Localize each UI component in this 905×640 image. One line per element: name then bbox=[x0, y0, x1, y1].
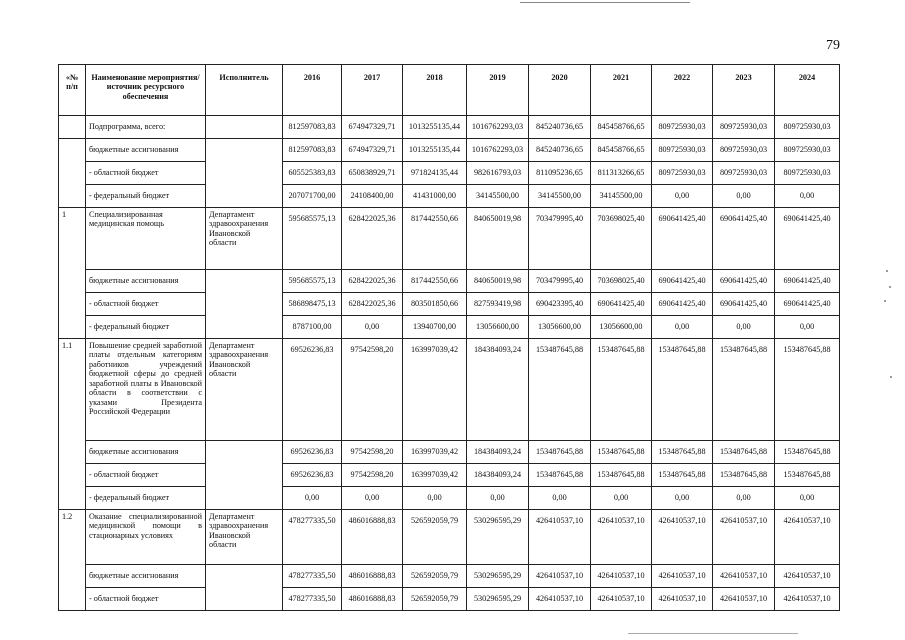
value-cell: 809725930,03 bbox=[652, 116, 713, 139]
value-cell: 153487645,88 bbox=[529, 441, 591, 464]
value-cell: 0,00 bbox=[713, 316, 775, 339]
value-cell: 97542598,20 bbox=[342, 441, 403, 464]
value-cell: 153487645,88 bbox=[652, 339, 713, 441]
scan-speck bbox=[889, 286, 891, 288]
scan-artifact-bottom bbox=[628, 633, 798, 634]
row-name: бюджетные ассигнования bbox=[86, 441, 206, 464]
value-cell: 426410537,10 bbox=[529, 588, 591, 611]
row-executor: Департамент здравоохранения Ивановской области bbox=[206, 510, 283, 565]
value-cell: 628422025,36 bbox=[342, 208, 403, 270]
value-cell: 0,00 bbox=[775, 316, 840, 339]
value-cell: 153487645,88 bbox=[775, 464, 840, 487]
value-cell: 0,00 bbox=[713, 185, 775, 208]
value-cell: 426410537,10 bbox=[591, 588, 652, 611]
value-cell: 0,00 bbox=[342, 316, 403, 339]
header-year: 2024 bbox=[775, 65, 840, 116]
row-num bbox=[59, 116, 86, 139]
value-cell: 153487645,88 bbox=[713, 464, 775, 487]
value-cell: 809725930,03 bbox=[713, 139, 775, 162]
value-cell: 8787100,00 bbox=[283, 316, 342, 339]
value-cell: 153487645,88 bbox=[652, 441, 713, 464]
value-cell: 34145500,00 bbox=[467, 185, 529, 208]
value-cell: 809725930,03 bbox=[775, 116, 840, 139]
value-cell: 24108400,00 bbox=[342, 185, 403, 208]
value-cell: 153487645,88 bbox=[713, 441, 775, 464]
value-cell: 809725930,03 bbox=[652, 162, 713, 185]
table-row bbox=[59, 565, 840, 588]
header-year: 2016 bbox=[283, 65, 342, 116]
header-year: 2022 bbox=[652, 65, 713, 116]
value-cell: 426410537,10 bbox=[713, 510, 775, 565]
value-cell: 703479995,40 bbox=[529, 208, 591, 270]
value-cell: 690641425,40 bbox=[775, 208, 840, 270]
value-cell: 153487645,88 bbox=[775, 441, 840, 464]
value-cell: 971824135,44 bbox=[403, 162, 467, 185]
header-year: 2019 bbox=[467, 65, 529, 116]
value-cell: 526592059,79 bbox=[403, 510, 467, 565]
value-cell: 812597083,83 bbox=[283, 139, 342, 162]
value-cell: 690641425,40 bbox=[775, 270, 840, 293]
row-executor bbox=[206, 116, 283, 139]
value-cell: 845458766,65 bbox=[591, 116, 652, 139]
row-name: бюджетные ассигнования bbox=[86, 565, 206, 588]
value-cell: 840650019,98 bbox=[467, 270, 529, 293]
value-cell: 486016888,83 bbox=[342, 588, 403, 611]
value-cell: 163997039,42 bbox=[403, 339, 467, 441]
value-cell: 817442550,66 bbox=[403, 208, 467, 270]
value-cell: 426410537,10 bbox=[775, 510, 840, 565]
value-cell: 690641425,40 bbox=[713, 208, 775, 270]
table-row bbox=[59, 270, 840, 293]
table-row bbox=[59, 293, 840, 316]
value-cell: 809725930,03 bbox=[713, 116, 775, 139]
value-cell: 426410537,10 bbox=[713, 588, 775, 611]
scan-speck bbox=[884, 300, 886, 302]
value-cell: 0,00 bbox=[467, 487, 529, 510]
value-cell: 526592059,79 bbox=[403, 588, 467, 611]
value-cell: 163997039,42 bbox=[403, 441, 467, 464]
row-executor bbox=[206, 139, 283, 208]
value-cell: 809725930,03 bbox=[775, 162, 840, 185]
value-cell: 426410537,10 bbox=[529, 565, 591, 588]
row-name: Специализированная медицинская помощь bbox=[86, 208, 206, 270]
value-cell: 840650019,98 bbox=[467, 208, 529, 270]
row-name: бюджетные ассигнования bbox=[86, 139, 206, 162]
value-cell: 530296595,29 bbox=[467, 588, 529, 611]
value-cell: 97542598,20 bbox=[342, 464, 403, 487]
value-cell: 690641425,40 bbox=[652, 208, 713, 270]
scan-speck bbox=[886, 270, 888, 272]
value-cell: 13056600,00 bbox=[467, 316, 529, 339]
value-cell: 13940700,00 bbox=[403, 316, 467, 339]
value-cell: 486016888,83 bbox=[342, 510, 403, 565]
header-year: 2017 bbox=[342, 65, 403, 116]
value-cell: 628422025,36 bbox=[342, 270, 403, 293]
page-number: 79 bbox=[826, 38, 840, 53]
value-cell: 845240736,65 bbox=[529, 139, 591, 162]
row-name: - федеральный бюджет bbox=[86, 185, 206, 208]
value-cell: 0,00 bbox=[775, 185, 840, 208]
row-executor bbox=[206, 565, 283, 611]
value-cell: 69526236,83 bbox=[283, 339, 342, 441]
value-cell: 41431000,00 bbox=[403, 185, 467, 208]
value-cell: 703698025,40 bbox=[591, 208, 652, 270]
row-executor: Департамент здравоохранения Ивановской области bbox=[206, 208, 283, 270]
row-name: - областной бюджет bbox=[86, 464, 206, 487]
header-num: «№ п/п bbox=[59, 65, 86, 116]
value-cell: 426410537,10 bbox=[591, 565, 652, 588]
value-cell: 0,00 bbox=[342, 487, 403, 510]
value-cell: 153487645,88 bbox=[591, 339, 652, 441]
value-cell: 595685575,13 bbox=[283, 270, 342, 293]
value-cell: 13056600,00 bbox=[529, 316, 591, 339]
value-cell: 34145500,00 bbox=[529, 185, 591, 208]
table-row bbox=[59, 185, 840, 208]
value-cell: 1016762293,03 bbox=[467, 139, 529, 162]
value-cell: 478277335,50 bbox=[283, 510, 342, 565]
value-cell: 163997039,42 bbox=[403, 464, 467, 487]
value-cell: 0,00 bbox=[529, 487, 591, 510]
value-cell: 426410537,10 bbox=[591, 510, 652, 565]
value-cell: 809725930,03 bbox=[713, 162, 775, 185]
budget-table bbox=[58, 64, 840, 611]
row-num: 1 bbox=[59, 208, 86, 339]
value-cell: 426410537,10 bbox=[652, 588, 713, 611]
value-cell: 0,00 bbox=[652, 487, 713, 510]
value-cell: 526592059,79 bbox=[403, 565, 467, 588]
value-cell: 811313266,65 bbox=[591, 162, 652, 185]
value-cell: 690641425,40 bbox=[652, 293, 713, 316]
value-cell: 690641425,40 bbox=[775, 293, 840, 316]
value-cell: 827593419,98 bbox=[467, 293, 529, 316]
value-cell: 153487645,88 bbox=[529, 464, 591, 487]
value-cell: 426410537,10 bbox=[529, 510, 591, 565]
header-year: 2018 bbox=[403, 65, 467, 116]
value-cell: 703698025,40 bbox=[591, 270, 652, 293]
row-name: Повышение средней заработной платы отдельным категориям работников учреждений бюджетной сферы до средней заработной платы в Ивановской области в соответствии с указами Президента Российской Федерации bbox=[86, 339, 206, 441]
value-cell: 703479995,40 bbox=[529, 270, 591, 293]
value-cell: 845458766,65 bbox=[591, 139, 652, 162]
table-row bbox=[59, 441, 840, 464]
table-row bbox=[59, 139, 840, 162]
table-row bbox=[59, 464, 840, 487]
value-cell: 1013255135,44 bbox=[403, 139, 467, 162]
value-cell: 586898475,13 bbox=[283, 293, 342, 316]
value-cell: 1016762293,03 bbox=[467, 116, 529, 139]
header-name: Наименование мероприятия/источник ресурсного обеспечения bbox=[86, 65, 206, 116]
value-cell: 674947329,71 bbox=[342, 116, 403, 139]
row-num: 1.2 bbox=[59, 510, 86, 611]
row-name: - федеральный бюджет bbox=[86, 316, 206, 339]
value-cell: 486016888,83 bbox=[342, 565, 403, 588]
row-executor bbox=[206, 270, 283, 339]
value-cell: 153487645,88 bbox=[529, 339, 591, 441]
value-cell: 982616793,03 bbox=[467, 162, 529, 185]
value-cell: 0,00 bbox=[775, 487, 840, 510]
value-cell: 69526236,83 bbox=[283, 464, 342, 487]
value-cell: 595685575,13 bbox=[283, 208, 342, 270]
row-num bbox=[59, 139, 86, 208]
value-cell: 0,00 bbox=[591, 487, 652, 510]
value-cell: 845240736,65 bbox=[529, 116, 591, 139]
table-row bbox=[59, 162, 840, 185]
value-cell: 478277335,50 bbox=[283, 588, 342, 611]
table-row bbox=[59, 588, 840, 611]
value-cell: 811095236,65 bbox=[529, 162, 591, 185]
value-cell: 0,00 bbox=[283, 487, 342, 510]
row-executor bbox=[206, 441, 283, 510]
row-name: - областной бюджет bbox=[86, 588, 206, 611]
header-year: 2023 bbox=[713, 65, 775, 116]
value-cell: 530296595,29 bbox=[467, 565, 529, 588]
value-cell: 153487645,88 bbox=[591, 464, 652, 487]
scan-artifact-top bbox=[520, 2, 690, 3]
value-cell: 530296595,29 bbox=[467, 510, 529, 565]
value-cell: 184384093,24 bbox=[467, 464, 529, 487]
value-cell: 690641425,40 bbox=[652, 270, 713, 293]
value-cell: 426410537,10 bbox=[652, 510, 713, 565]
value-cell: 478277335,50 bbox=[283, 565, 342, 588]
header-row bbox=[59, 65, 840, 116]
value-cell: 690641425,40 bbox=[713, 270, 775, 293]
value-cell: 803501850,66 bbox=[403, 293, 467, 316]
row-name: - областной бюджет bbox=[86, 162, 206, 185]
value-cell: 809725930,03 bbox=[775, 139, 840, 162]
value-cell: 690641425,40 bbox=[713, 293, 775, 316]
table-row bbox=[59, 487, 840, 510]
row-num: 1.1 bbox=[59, 339, 86, 510]
scan-speck bbox=[890, 376, 892, 378]
table-row bbox=[59, 316, 840, 339]
row-name: - федеральный бюджет bbox=[86, 487, 206, 510]
row-name: - областной бюджет bbox=[86, 293, 206, 316]
value-cell: 153487645,88 bbox=[591, 441, 652, 464]
value-cell: 426410537,10 bbox=[652, 565, 713, 588]
value-cell: 69526236,83 bbox=[283, 441, 342, 464]
value-cell: 426410537,10 bbox=[775, 565, 840, 588]
value-cell: 0,00 bbox=[713, 487, 775, 510]
header-year: 2020 bbox=[529, 65, 591, 116]
value-cell: 812597083,83 bbox=[283, 116, 342, 139]
table-row bbox=[59, 510, 840, 565]
value-cell: 184384093,24 bbox=[467, 441, 529, 464]
value-cell: 605525383,83 bbox=[283, 162, 342, 185]
value-cell: 690641425,40 bbox=[591, 293, 652, 316]
row-name: Оказание специализированной медицинской помощи в стационарных условиях bbox=[86, 510, 206, 565]
value-cell: 1013255135,44 bbox=[403, 116, 467, 139]
value-cell: 34145500,00 bbox=[591, 185, 652, 208]
value-cell: 426410537,10 bbox=[775, 588, 840, 611]
value-cell: 674947329,71 bbox=[342, 139, 403, 162]
value-cell: 650838929,71 bbox=[342, 162, 403, 185]
value-cell: 0,00 bbox=[403, 487, 467, 510]
value-cell: 690423395,40 bbox=[529, 293, 591, 316]
value-cell: 97542598,20 bbox=[342, 339, 403, 441]
table-row bbox=[59, 339, 840, 441]
table-row bbox=[59, 116, 840, 139]
value-cell: 0,00 bbox=[652, 185, 713, 208]
value-cell: 153487645,88 bbox=[775, 339, 840, 441]
header-year: 2021 bbox=[591, 65, 652, 116]
value-cell: 153487645,88 bbox=[713, 339, 775, 441]
row-name: Подпрограмма, всего: bbox=[86, 116, 206, 139]
value-cell: 628422025,36 bbox=[342, 293, 403, 316]
value-cell: 426410537,10 bbox=[713, 565, 775, 588]
value-cell: 817442550,66 bbox=[403, 270, 467, 293]
row-executor: Департамент здравоохранения Ивановской области bbox=[206, 339, 283, 441]
table-row bbox=[59, 208, 840, 270]
value-cell: 184384093,24 bbox=[467, 339, 529, 441]
value-cell: 809725930,03 bbox=[652, 139, 713, 162]
value-cell: 207071700,00 bbox=[283, 185, 342, 208]
row-name: бюджетные ассигнования bbox=[86, 270, 206, 293]
header-executor: Исполнитель bbox=[206, 65, 283, 116]
value-cell: 153487645,88 bbox=[652, 464, 713, 487]
value-cell: 0,00 bbox=[652, 316, 713, 339]
value-cell: 13056600,00 bbox=[591, 316, 652, 339]
